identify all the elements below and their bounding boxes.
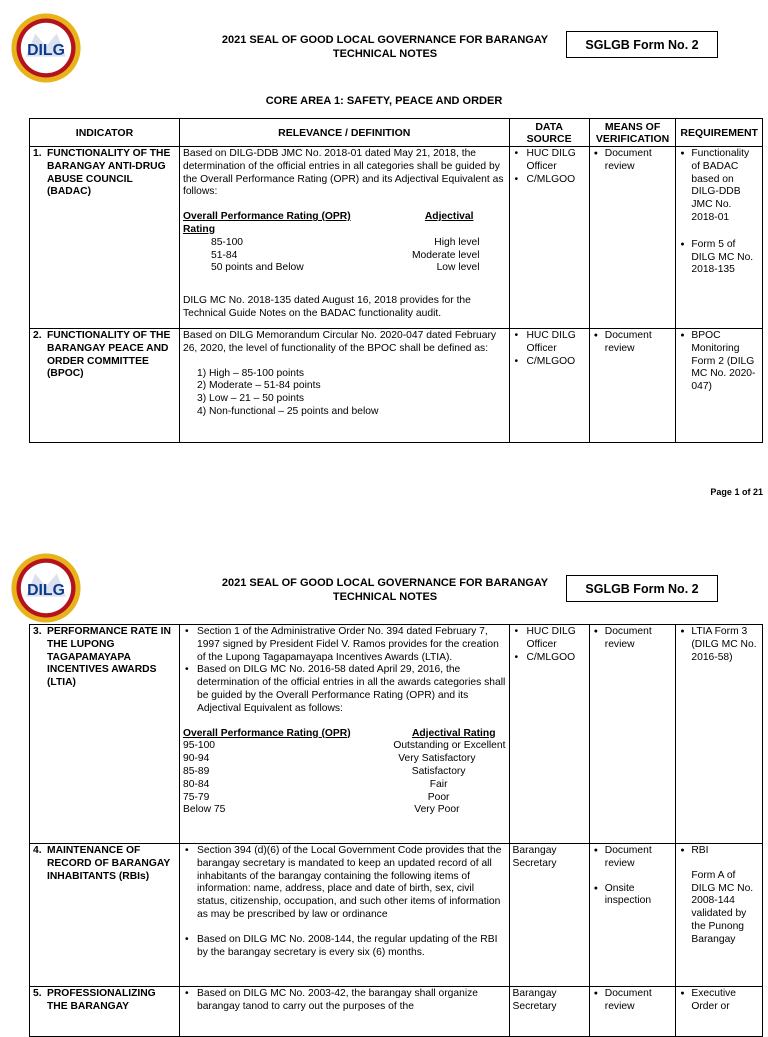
table-header-row: [30, 119, 763, 147]
form-number-box: SGLGB Form No. 2: [566, 575, 718, 602]
mov-cell: ● Document review ● Onsite inspection: [589, 844, 676, 987]
title-line-1: 2021 SEAL OF GOOD LOCAL GOVERNANCE FOR BARANGAY: [221, 34, 549, 46]
requirement-cell: ● Executive Order or: [676, 987, 763, 1037]
relevance-cell: • Section 1 of the Administrative Order No. 394 dated February 7, 1997 signed by President Fidel V. Ramos provides for the creation of the Lupong Tagapamayapa Incentives Awards (LTIA). • Based on DILG MC No. 2016-58 dated April 29, 2016, the determination of the official entries in all the awards categories shall be guided by the Overall Performance Rating (OPR) and its Adjectival Equivalent as follows: Overall Performance Rating (OPR) Adjectival Rating 95-100 Outstanding or Excellent 90-94 Very Satisfactory 85-89 Satisfactory 80-84 Fair 75-79 Poor Below 75 Very Poor: [179, 625, 509, 844]
indicator-cell: 3. PERFORMANCE RATE IN THE LUPONG TAGAPAMAYAPA INCENTIVES AWARDS (LTIA): [33, 626, 171, 689]
indicator-cell: 2. FUNCTIONALITY OF THE BARANGAY PEACE AND ORDER COMMITTEE (BPOC): [33, 330, 171, 380]
title-line-2: TECHNICAL NOTES: [332, 48, 438, 60]
col-header-requirement: REQUIREMENT: [676, 119, 763, 147]
requirement-cell: ● BPOC Monitoring Form 2 (DILG MC No. 2020-047): [676, 329, 763, 443]
mov-cell: ● Document review: [589, 625, 676, 844]
requirement-cell: ● LTIA Form 3 (DILG MC No. 2016-58): [676, 625, 763, 844]
relevance-cell: • Section 394 (d)(6) of the Local Government Code provides that the barangay secretary is mandated to keep an updated record of all inhabitants of the barangay containing the following items of information: name, address, place and date of birth, sex, civil status, citizenship, occupation, and such other items of information as may be prescribed by law or ordinance • Based on DILG MC No. 2008-144, the regular updating of the RBI by the barangay secretary is every six (6) months.: [179, 844, 509, 987]
form-number-box: [566, 31, 718, 58]
col-header-indicator: INDICATOR: [30, 119, 180, 147]
page-footer: Page 1 of 21: [710, 487, 763, 497]
relevance-cell: • Based on DILG MC No. 2003-42, the barangay shall organize barangay tanod to carry out the purposes of the: [179, 987, 509, 1037]
relevance-cell: Based on DILG Memorandum Circular No. 2020-047 dated February 26, 2020, the level of functionality of the BPOC shall be defined as: 1) High – 85-100 points 2) Moderate – 51-84 points 3) Low – 21 – 50 points 4) Non-functional – 25 points and below: [179, 329, 509, 443]
data-source-cell: • HUC DILG Officer • C/MLGOO: [509, 625, 589, 844]
document-title: [150, 33, 620, 61]
dilg-seal-logo-icon: [10, 552, 82, 624]
col-header-relevance: RELEVANCE / DEFINITION: [179, 119, 509, 147]
core-area-title: CORE AREA 1: SAFETY, PEACE AND ORDER: [265, 95, 503, 107]
table-row: [30, 987, 763, 1037]
indicator-cell: 5. PROFESSIONALIZING THE BARANGAY: [33, 988, 156, 1012]
data-source-cell: • HUC DILG Officer • C/MLGOO: [509, 147, 589, 329]
table-row: [30, 329, 763, 443]
requirement-cell: ● RBI Form A of DILG MC No. 2008-144 validated by the Punong Barangay: [676, 844, 763, 987]
dilg-seal-logo-icon: [10, 12, 82, 84]
table-row: [30, 844, 763, 987]
mov-cell: ● Document review: [589, 987, 676, 1037]
col-header-data-source: DATA SOURCE: [509, 119, 589, 147]
requirement-cell: ● Functionality of BADAC based on DILG-DDB JMC No. 2018-01 ● Form 5 of DILG MC No. 2018-135: [676, 147, 763, 329]
data-source-cell: • HUC DILG Officer • C/MLGOO: [509, 329, 589, 443]
page-2: [0, 540, 768, 1024]
col-header-mov: MEANS OF VERIFICATION: [589, 119, 676, 147]
table-row: [30, 147, 763, 329]
form-number: SGLGB Form No. 2: [585, 37, 699, 52]
indicator-table-1: [29, 118, 763, 443]
indicator-cell: 4. MAINTENANCE OF RECORD OF BARANGAY INHABITANTS (RBIs): [33, 845, 171, 882]
mov-cell: ● Document review: [589, 147, 676, 329]
indicator-table-2: [29, 624, 763, 1037]
document-title: 2021 SEAL OF GOOD LOCAL GOVERNANCE FOR BARANGAY TECHNICAL NOTES: [221, 577, 549, 603]
data-source-cell: Barangay Secretary: [509, 987, 589, 1037]
svg-text:DILG: DILG: [27, 582, 65, 600]
relevance-cell: Based on DILG-DDB JMC No. 2018-01 dated May 21, 2018, the determination of the official entries in all categories shall be guided by the Overall Performance Rating (OPR) and its Adjectival Equivalent as follows: Overall Performance Rating (OPR) Adjectival Rating 85-100 High level 51-84 Moderate level 50 points and Below Low level DILG MC No. 2018-135 dated August 16, 2018 provides for the Technical Guide Notes on the BADAC functionality audit.: [179, 147, 509, 329]
svg-text:DILG: DILG: [27, 42, 65, 60]
table-row: [30, 625, 763, 844]
data-source-cell: Barangay Secretary: [509, 844, 589, 987]
indicator-cell: 1. FUNCTIONALITY OF THE BARANGAY ANTI-DRUG ABUSE COUNCIL (BADAC): [33, 148, 171, 198]
mov-cell: ● Document review: [589, 329, 676, 443]
